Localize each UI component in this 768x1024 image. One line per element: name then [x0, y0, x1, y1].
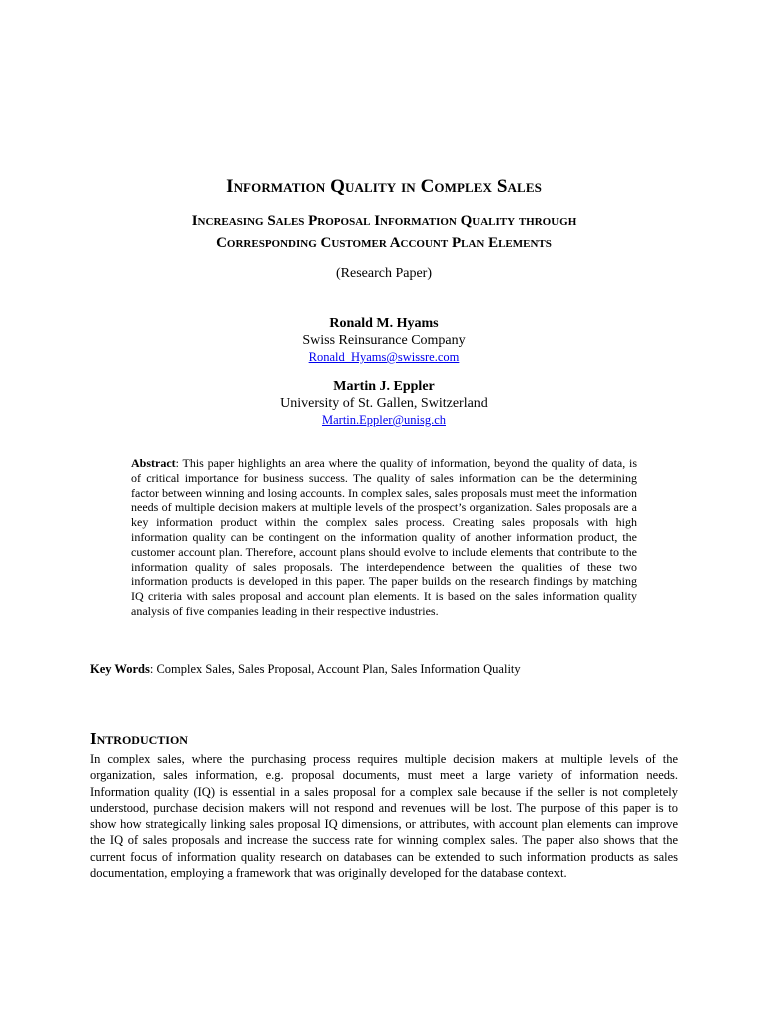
- abstract-label: Abstract: [131, 456, 176, 470]
- subtitle-line-1: Increasing Sales Proposal Information Quality through: [191, 213, 577, 229]
- section-heading-introduction: Introduction: [90, 729, 188, 748]
- keywords-label: Key Words: [90, 662, 150, 676]
- author-email-link[interactable]: Ronald_Hyams@swissre.com: [308, 350, 460, 364]
- author-block-1: [0, 315, 768, 366]
- author-email-link[interactable]: Martin.Eppler@unisg.ch: [322, 413, 446, 427]
- author-block-2: [0, 378, 768, 429]
- author-name: Martin J. Eppler: [333, 379, 435, 394]
- introduction-paragraph: In complex sales, where the purchasing process requires multiple decision makers at multiple levels of the organization, sales information, e.g. proposal documents, must meet a large variety of information needs. Information quality (IQ) is essential in a sales proposal for a complex sale because if the seller is not completely understood, purchase decision makers will not respond and revenues will be lost. The purpose of this paper is to show how strategically linking sales proposal IQ dimensions, or attributes, with account plan elements can improve the IQ of sales proposals and increase the success rate for winning complex sales. The paper also shows that the current focus of information quality research on databases can be extended to such information products as sales documentation, employing a framework that was originally developed for the database context.: [90, 752, 678, 881]
- subtitle-line-2: Corresponding Customer Account Plan Elements: [216, 235, 552, 251]
- abstract: [131, 456, 637, 619]
- keywords-text: : Complex Sales, Sales Proposal, Account Plan, Sales Information Quality: [149, 662, 521, 676]
- abstract-text: : This paper highlights an area where the quality of information, beyond the quality of data, is of critical importance for business success. The quality of sales information can be the determining factor between winning and losing accounts. In complex sales, sales proposals must meet the information needs of multiple decision makers at multiple levels of the prospect’s organization. Sales proposals are a key information product within the complex sales process. Creating sales proposals with high information quality can be contingent on the information quality of another information product, the customer account plan. Therefore, account plans should evolve to include elements that contribute to the information quality of sales proposals. The interdependence between the qualities of these two information products is developed in this paper. The paper builds on the research findings by matching IQ criteria with sales proposal and account plan elements. It is based on the sales information quality analysis of five companies leading in their respective industries.: [131, 456, 637, 618]
- paper-subtitle: [0, 210, 768, 254]
- paper-type: (Research Paper): [335, 266, 432, 281]
- author-affiliation: Swiss Reinsurance Company: [302, 333, 466, 348]
- author-name: Ronald M. Hyams: [329, 316, 439, 331]
- paper-title: Information Quality in Complex Sales: [226, 176, 542, 197]
- keywords: [90, 662, 521, 677]
- author-affiliation: University of St. Gallen, Switzerland: [280, 396, 488, 411]
